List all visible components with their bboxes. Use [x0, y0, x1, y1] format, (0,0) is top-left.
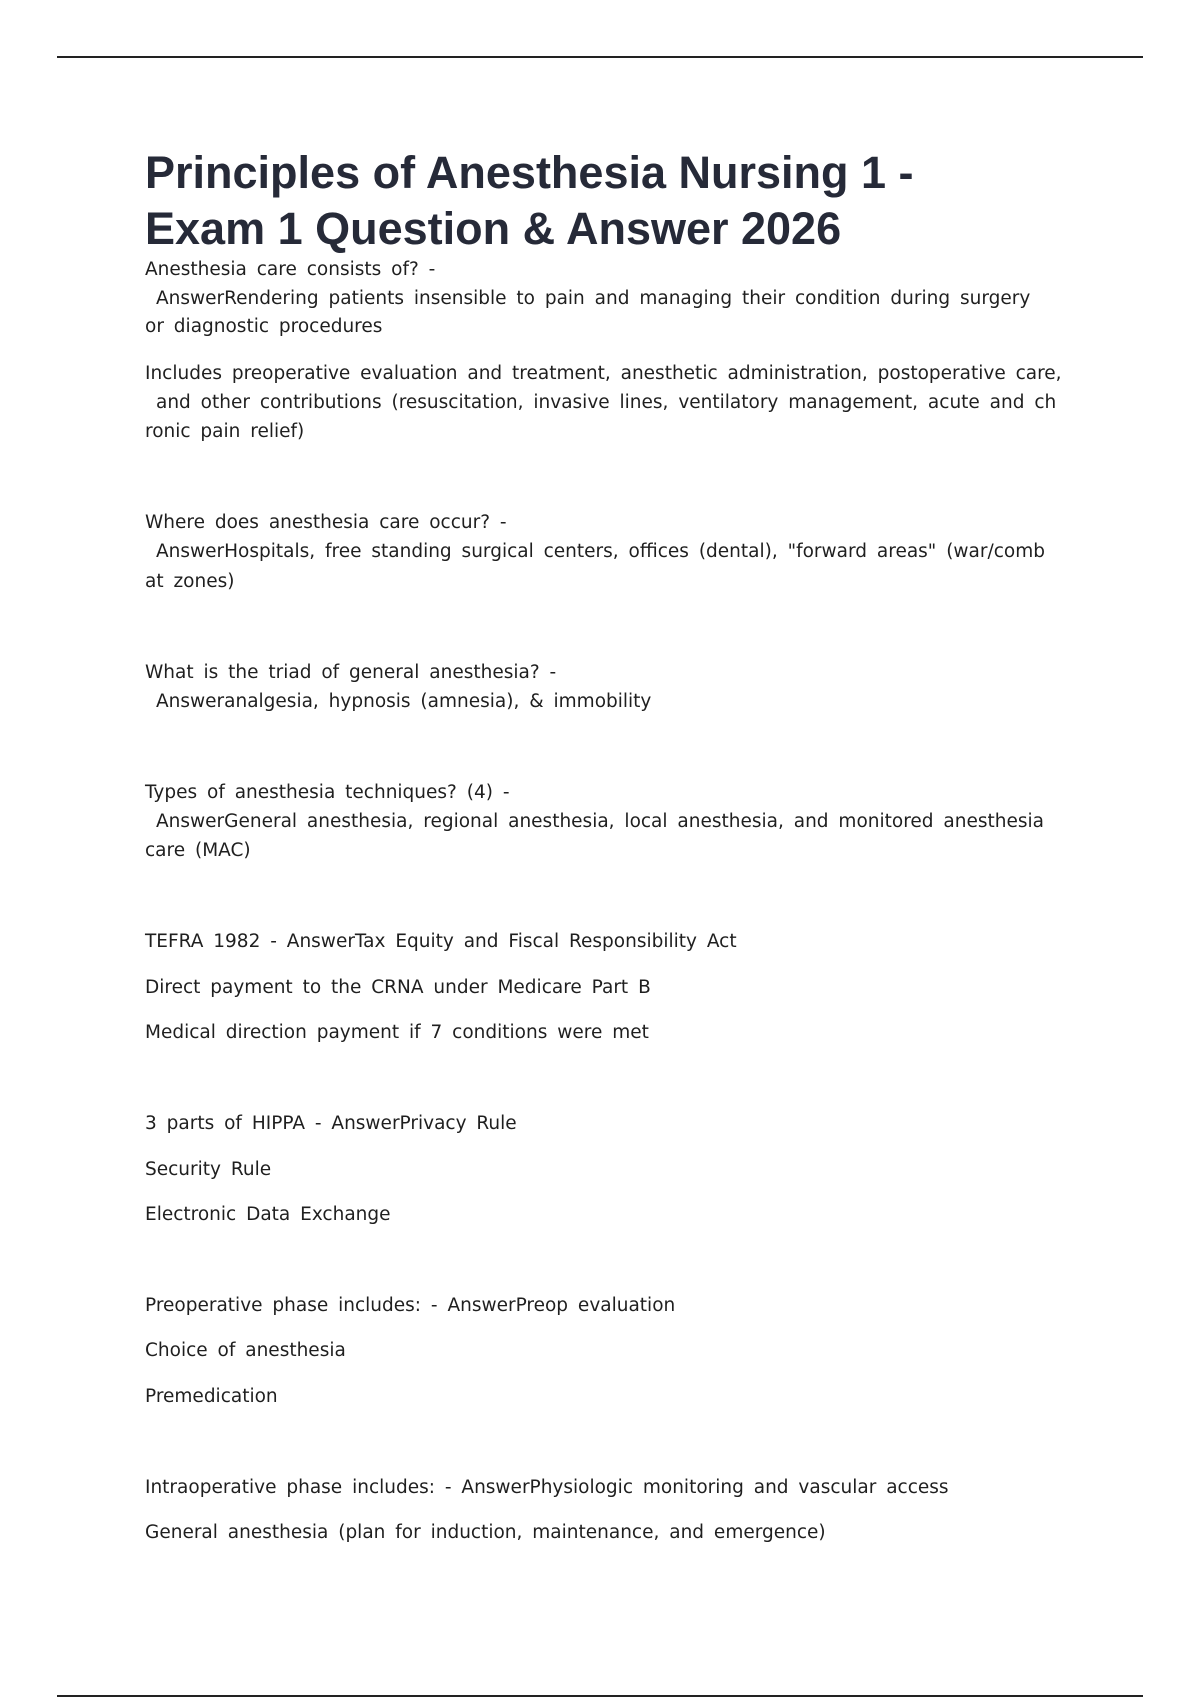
question-text: What is the triad of general anesthesia? -	[145, 662, 557, 683]
question-text: TEFRA 1982 - AnswerTax Equity and Fiscal Responsibility Act	[145, 931, 737, 952]
answer-text: General anesthesia (plan for induction, maintenance, and emergence)	[145, 1522, 826, 1543]
answer-text: Electronic Data Exchange	[145, 1204, 391, 1225]
answer-text: Includes preoperative evaluation and treatment, anesthetic administration, postoperative care,	[145, 363, 1062, 384]
question-text: Anesthesia care consists of? -	[145, 259, 436, 280]
question-text: Types of anesthesia techniques? (4) -	[145, 782, 510, 803]
answer-text: or diagnostic procedures	[145, 316, 383, 337]
answer-text: ronic pain relief)	[145, 421, 305, 442]
title-line-2: Exam 1 Question & Answer 2026	[145, 203, 842, 254]
question-text: Preoperative phase includes: - AnswerPreop evaluation	[145, 1295, 676, 1316]
answer-text: and other contributions (resuscitation, invasive lines, ventilatory management, acute and ch	[156, 392, 1057, 413]
answer-text: AnswerGeneral anesthesia, regional anesthesia, local anesthesia, and monitored anesthesia	[156, 811, 1044, 832]
answer-text: Choice of anesthesia	[145, 1340, 346, 1361]
answer-text: AnswerRendering patients insensible to pain and managing their condition during surgery	[156, 288, 1031, 309]
document-title	[145, 145, 1105, 257]
question-text: Intraoperative phase includes: - AnswerPhysiologic monitoring and vascular access	[145, 1477, 949, 1498]
answer-text: at zones)	[145, 571, 235, 592]
bottom-rule	[57, 1695, 1143, 1697]
answer-text: Direct payment to the CRNA under Medicare Part B	[145, 977, 651, 998]
top-rule	[57, 56, 1143, 58]
answer-text: Premedication	[145, 1386, 278, 1407]
answer-text: Security Rule	[145, 1159, 272, 1180]
answer-text: Answeranalgesia, hypnosis (amnesia), & immobility	[156, 691, 652, 712]
question-text: 3 parts of HIPPA - AnswerPrivacy Rule	[145, 1113, 517, 1134]
title-line-1: Principles of Anesthesia Nursing 1 -	[145, 147, 914, 198]
answer-text: AnswerHospitals, free standing surgical centers, offices (dental), "forward areas" (war/comb	[156, 541, 1045, 562]
answer-text: care (MAC)	[145, 840, 251, 861]
answer-text: Medical direction payment if 7 conditions were met	[145, 1022, 649, 1043]
question-text: Where does anesthesia care occur? -	[145, 512, 507, 533]
